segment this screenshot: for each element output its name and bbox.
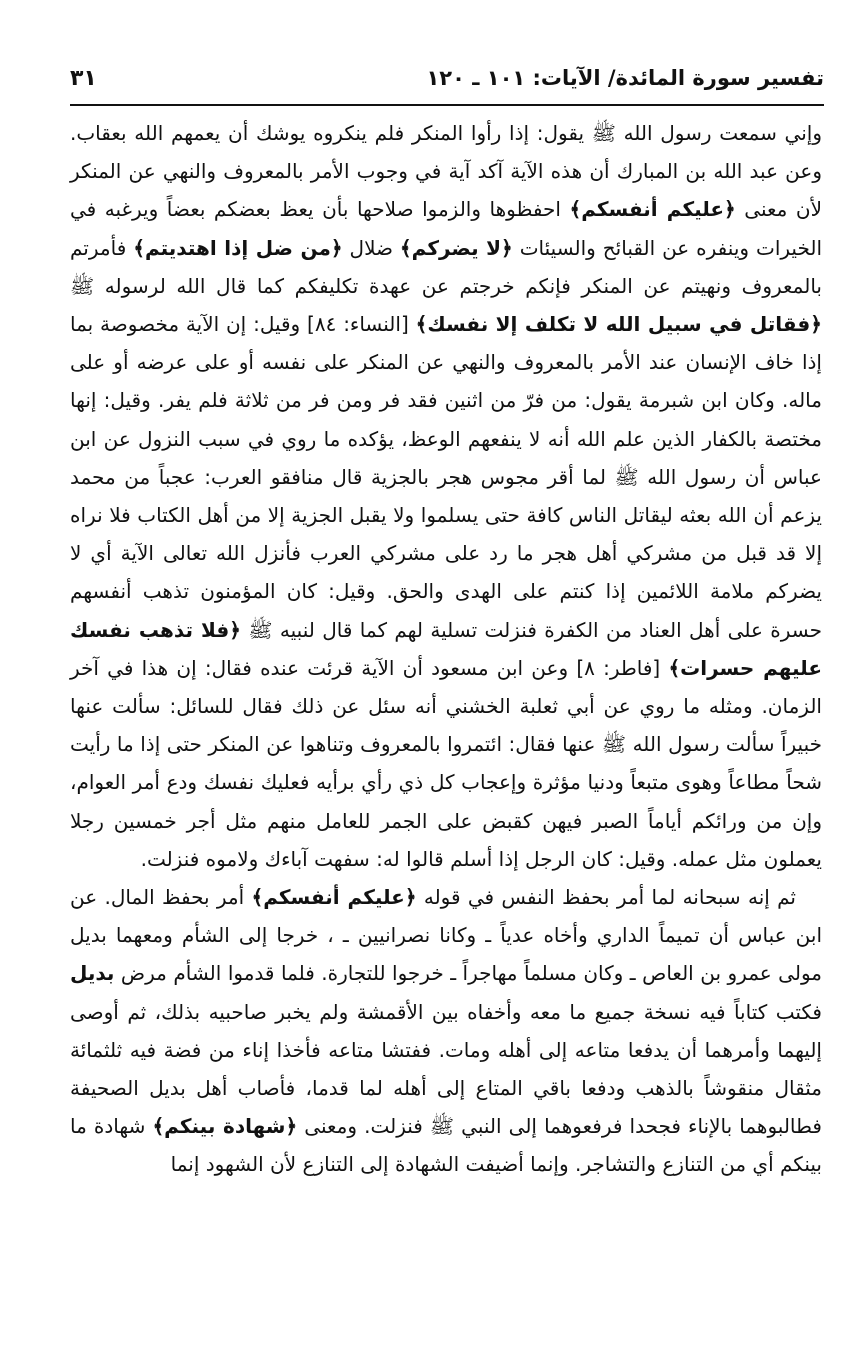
quran-verse: ﴿عليكم أنفسكم﴾	[569, 197, 736, 222]
text-segment: وإني سمعت رسول الله ﷺ يقول: إذا رأوا المنكر فلم ينكروه يوشك أن يعمهم الله بعقاب. وعن عبد الله بن المبارك أن هذه الآية آكد آية في وجوب الأمر بالمعروف والنهي عن المنكر لأن معنى	[70, 121, 822, 222]
paragraph-1	[70, 114, 822, 878]
text-segment: شهادة ما بينكم أي من التنازع والتشاجر. وإنما أضيفت الشهادة إلى التنازع لأن الشهود إنما	[70, 1114, 822, 1177]
page-number: ٣١	[70, 65, 97, 91]
text-segment: فكتب كتاباً فيه نسخة جميع ما معه وأخفاه بين الأقمشة ولم يخبر صاحبيه بذلك، ثم أوصى إليهما وأمرهما أن يدفعا متاعه إلى أهله ومات. ففتشا متاعه فأخذا إناء من فضة فيه ثلثمائة مثقال منقوشاً بالذهب ودفعا باقي المتاع إلى أهله لما قدما، فأصاب أهل بديل الصحيفة فطالبوهما بالإناء فجحدا فرفعوهما إلى النبي ﷺ فنزلت. ومعنى	[70, 999, 822, 1139]
text-segment: ثم إنه سبحانه لما أمر بحفظ النفس في قوله	[416, 885, 796, 910]
emphasized-name: بديل	[70, 961, 115, 986]
text-segment: [النساء: ٨٤] وقيل: إن الآية مخصوصة بما إذا خاف الإنسان عند الأمر بالمعروف والنهي عن المنكر على نفسه أو على عرضه أو على ماله. وكان ابن شبرمة يقول: من فرّ من اثنين فقد فر ومن فر من ثلاثة فلم يفر. وقيل: إنها مختصة بالكفار الذين علم الله أنه لا ينفعهم الوعظ، يؤكده ما روي في سبب النزول عن ابن عباس أن رسول الله ﷺ لما أقر مجوس هجر بالجزية قال منافقو العرب: عجباً من محمد يزعم أن الله بعثه ليقاتل الناس كافة حتى يسلموا ولا يقبل الجزية إلا من أهل الكتاب فلا نراه إلا قد قبل من مشركي أهل هجر ما رد على مشركي العرب فأنزل الله تعالى الآية أي لا يضركم ملامة اللائمين إذا كنتم على الهدى والحق. وقيل: كان المؤمنون تذهب أنفسهم حسرة على أهل العناد من الكفرة فنزلت تسلية لهم كما قال لنبيه ﷺ	[70, 312, 823, 642]
header-title: تفسير سورة المائدة/ الآيات: ١٠١ ـ ١٢٠	[426, 66, 824, 90]
quran-verse: ﴿شهادة بينكم﴾	[152, 1114, 298, 1139]
running-header	[70, 58, 824, 98]
header-rule	[70, 104, 824, 106]
text-segment: فأمرتم بالمعروف ونهيتم عن المنكر فإنكم خرجتم عن عهدة تكليفكم كما قال الله لرسوله ﷺ	[70, 235, 822, 298]
text-segment: [فاطر: ٨] وعن ابن مسعود أن الآية قرئت عنده فقال: إن هذا في آخر الزمان. ومثله ما روي عن أبي ثعلبة الخشني أنه سئل عن ذلك فقال للسائل: سألت عنها خبيراً سألت رسول الله ﷺ عنها فقال: ائتمروا بالمعروف وتناهوا عن المنكر حتى إذا ما رأيت شحاً مطاعاً وهوى متبعاً ودنيا مؤثرة وإعجاب كل ذي رأي برأيه فعليك نفسك ودع أمر العوام، وإن من ورائكم أياماً الصبر فيهن كقبض على الجمر للعامل منهم مثل أجر خمسين رجلا يعملون مثل عمله. وقيل: كان الرجل إذا أسلم قالوا له: سفهت آباءك ولاموه فنزلت.	[70, 655, 822, 871]
body-text	[70, 114, 822, 1184]
text-segment: ضلال	[342, 235, 400, 260]
quran-verse: ﴿من ضل إذا اهتديتم﴾	[133, 235, 343, 260]
quran-verse: ﴿لا يضركم﴾	[399, 235, 513, 260]
quran-verse: ﴿فلا تذهب نفسك عليهم حسرات﴾	[70, 617, 822, 680]
quran-verse: ﴿عليكم أنفسكم﴾	[251, 885, 417, 910]
paragraph-2	[70, 878, 822, 1184]
quran-verse: ﴿فقاتل في سبيل الله لا تكلف إلا نفسك﴾	[415, 312, 823, 337]
text-segment: احفظوها والزموا صلاحها بأن يعظ بعضكم بعضاً ويرغبه في الخيرات وينفره عن القبائح والسيئات	[70, 197, 823, 260]
text-segment: أمر بحفظ المال. عن ابن عباس أن تميماً الداري وأخاه عدياً ـ وكانا نصرانيين ـ ، خرجا إلى الشأم ومعهما بديل مولى عمرو بن العاص ـ وكان مسلماً مهاجراً ـ خرجوا للتجارة. فلما قدموا الشأم مرض	[70, 885, 822, 986]
